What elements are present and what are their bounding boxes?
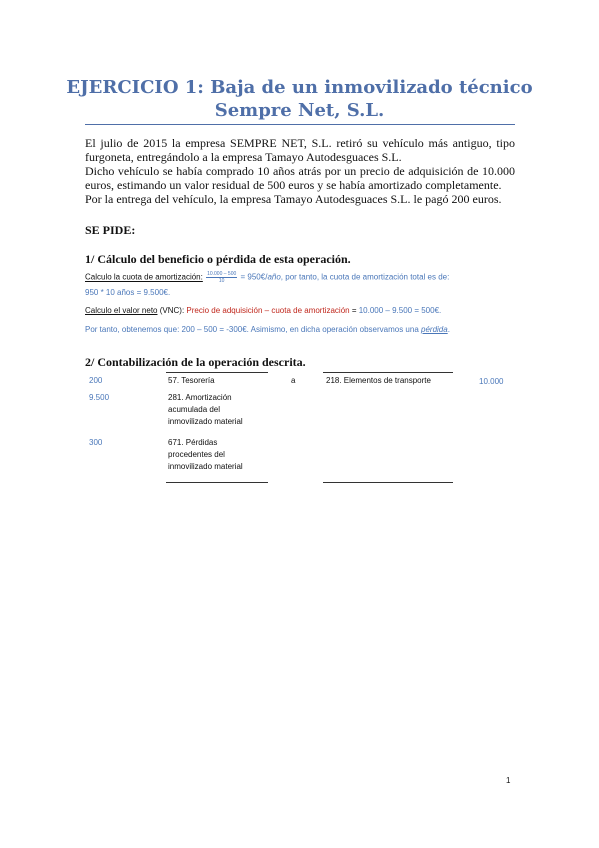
credit-account-1: 218. Elementos de transporte xyxy=(326,376,431,385)
debit-account-1: 57. Tesorería xyxy=(168,376,215,385)
conclusion-text: Por tanto, obtenemos que: 200 – 500 = -300€. Asimismo, en dicha operación observamos una xyxy=(85,325,421,334)
vnc-formula: Precio de adquisición – cuota de amortización xyxy=(186,306,350,315)
debit-amount-3: 300 xyxy=(89,438,103,447)
intro-paragraph-1: El julio de 2015 la empresa SEMPRE NET, S.L. retiró su vehículo más antiguo, tipo furgoneta, entregándolo a la empresa Tamayo Autodesguaces S.L. xyxy=(85,136,515,164)
cuota-line xyxy=(85,271,525,284)
conclusion-line xyxy=(85,325,525,334)
intro-text xyxy=(85,136,515,206)
vnc-colon: : xyxy=(181,306,187,315)
vnc-line xyxy=(85,306,525,315)
credit-top-rule xyxy=(323,372,453,373)
cuota-line-2: 950 * 10 años = 9.500€. xyxy=(85,288,171,297)
document-title xyxy=(0,76,599,122)
intro-paragraph-3: Por la entrega del vehículo, la empresa Tamayo Autodesguaces S.L. le pagó 200 euros. xyxy=(85,192,502,206)
title-underline xyxy=(85,124,515,125)
debit-account-3: 671. Pérdidas procedentes del inmovilizado material xyxy=(168,438,243,471)
vnc-abbr: (VNC) xyxy=(157,306,182,315)
fraction-denominator: 10 xyxy=(218,278,225,284)
debit-account-2: 281. Amortización acumulada del inmovilizado material xyxy=(168,393,243,426)
cuota-label: Calculo la cuota de amortización: xyxy=(85,272,203,282)
debit-bottom-rule xyxy=(166,482,268,483)
section2-heading: 2/ Contabilización de la operación descrita. xyxy=(85,355,306,369)
debit-amount-1: 200 xyxy=(89,376,103,385)
cuota-result: = 950€/ xyxy=(240,272,268,282)
vnc-label: Calculo el valor neto xyxy=(85,306,158,315)
credit-amount-1: 10.000 xyxy=(479,377,504,386)
credit-bottom-rule xyxy=(323,482,453,483)
debit-top-rule xyxy=(166,372,268,373)
conclusion-word: pérdida xyxy=(421,325,448,334)
cuota-unit: año xyxy=(267,272,281,282)
fraction-numerator: 10.000 – 500 xyxy=(207,271,237,277)
page-number: 1 xyxy=(506,776,511,785)
debit-amount-2: 9.500 xyxy=(89,393,110,402)
se-pide-heading: SE PIDE: xyxy=(85,223,136,237)
vnc-equals: = xyxy=(349,306,359,315)
vnc-result: 10.000 – 9.500 = 500€. xyxy=(358,306,442,315)
cuota-fraction xyxy=(206,271,237,284)
cuota-rest: , por tanto, la cuota de amortización total es de: xyxy=(280,272,450,282)
section1-heading: 1/ Cálculo del beneficio o pérdida de esta operación. xyxy=(85,252,351,266)
conclusion-end: . xyxy=(447,325,450,334)
title-line-2: Sempre Net, S.L. xyxy=(214,100,385,121)
entry-separator: a xyxy=(291,376,296,385)
intro-paragraph-2: Dicho vehículo se había comprado 10 años atrás por un precio de adquisición de 10.000 euros, estimando un valor residual de 500 euros y se había amortizado completamente. xyxy=(85,164,515,192)
title-line-1: EJERCICIO 1: Baja de un inmovilizado técnico xyxy=(66,77,533,98)
